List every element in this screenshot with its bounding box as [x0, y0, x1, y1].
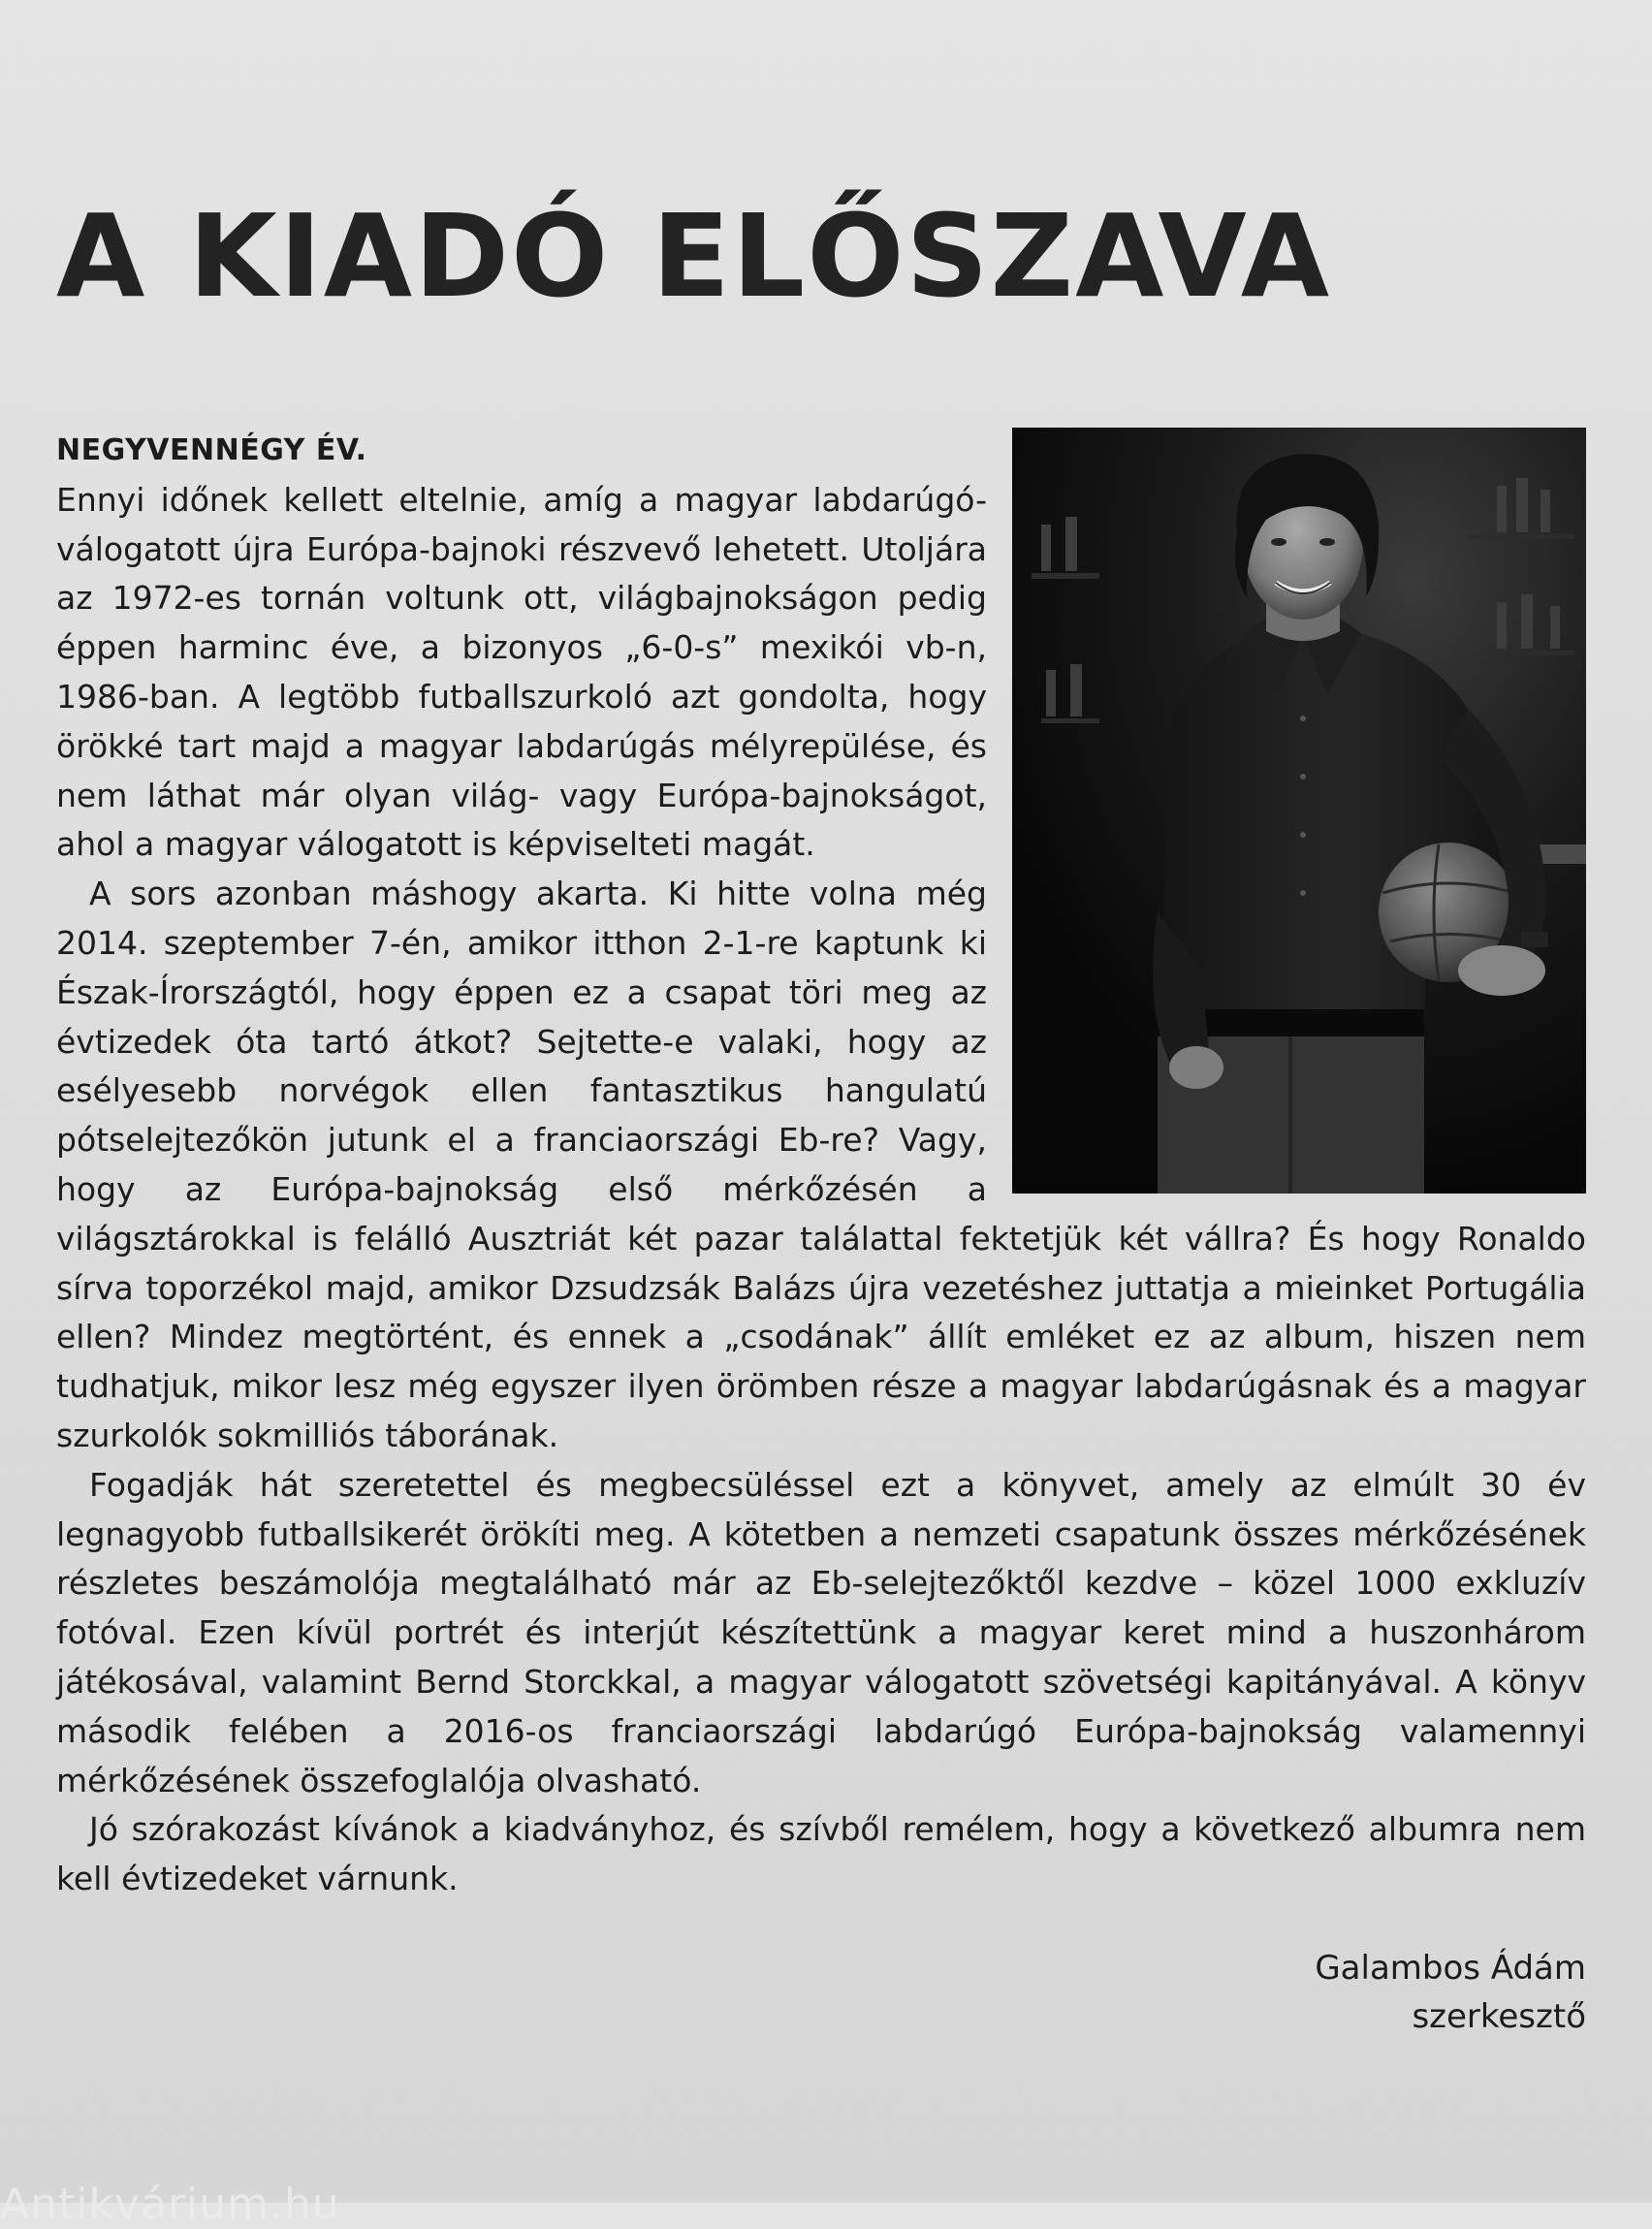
article-body — [56, 427, 1586, 1904]
paragraph-2: A sors azonban máshogy akarta. Ki hitte volna még 2014. szeptember 7-én, amikor itthon 2-1-re kaptunk ki Észak-Írországtól, hogy éppen ez a csapat töri meg az évtizedek óta tartó átkot? Sejtette-e valaki, hogy az esélyesebb norvégok ellen fantasztikus hangulatú pótselejtezőkön jutunk el a franciaországi Eb-re? Vagy, hogy az Európa-bajnokság első mérkőzésén a világsztárokkal is felálló Ausztriát két pazar találattal fektetjük két vállra? És hogy Ronaldo sírva toporzékol majd, amikor Dzsudzsák Balázs újra vezetéshez juttatja a mieinket Portugália ellen? Mindez megtörtént, és ennek a „csodának” állít emléket ez az album, hiszen nem tudhatjuk, mikor lesz még egyszer ilyen örömben része a magyar labdarúgásnak és a magyar szurkolók sokmilliós táborának. — [56, 875, 1586, 1454]
paragraph-3: Fogadják hát szeretettel és megbecsüléssel ezt a könyvet, amely az elmúlt 30 év legnagyobb futballsikerét örökíti meg. A kötetben a nemzeti csapatunk összes mérkőzésének részletes beszámolója megtalálható már az Eb-selejtezőktől kezdve – közel 1000 exkluzív fotóval. Ezen kívül portrét és interjút készítettünk a magyar keret mind a huszonhárom játékosával, valamint Bernd Storckkal, a magyar válogatott szövetségi kapitányával. A könyv második felében a 2016-os franciaországi labdarúgó Európa-bajnokság valamennyi mérkőzésének összefoglalója olvasható. — [56, 1465, 1586, 1799]
signature-name: Galambos Ádám — [1315, 1949, 1586, 1988]
photo-spacer — [987, 427, 1586, 1202]
paragraph-4: Jó szórakozást kívánok a kiadványhoz, és szívből remélem, hogy a következő albumra nem kell évtizedeket várnunk. — [56, 1810, 1586, 1898]
paragraph-1: Ennyi időnek kellett eltelnie, amíg a magyar labdarúgó-válogatott újra Európa-bajnoki részvevő lehetett. Utoljára az 1972-es tornán voltunk ott, világbajnokságon pedig éppen harminc éve, a bizonyos „6-0-s” mexikói vb-n, 1986-ban. A legtöbb futballszurkoló azt gondolta, hogy örökké tart majd a magyar labdarúgás mélyrepülése, és nem láthat már olyan világ- vagy Európa-bajnokságot, ahol a magyar válogatott is képviselteti magát. — [56, 480, 987, 864]
watermark: Antikvárium.hu — [0, 2180, 340, 2229]
signature-role: szerkesztő — [1412, 1997, 1586, 2036]
article-subheading: NEGYVENNÉGY ÉV. — [56, 433, 367, 467]
signature-block — [1315, 1944, 1586, 2041]
page-title: A KIADÓ ELŐSZAVA — [56, 189, 1332, 323]
